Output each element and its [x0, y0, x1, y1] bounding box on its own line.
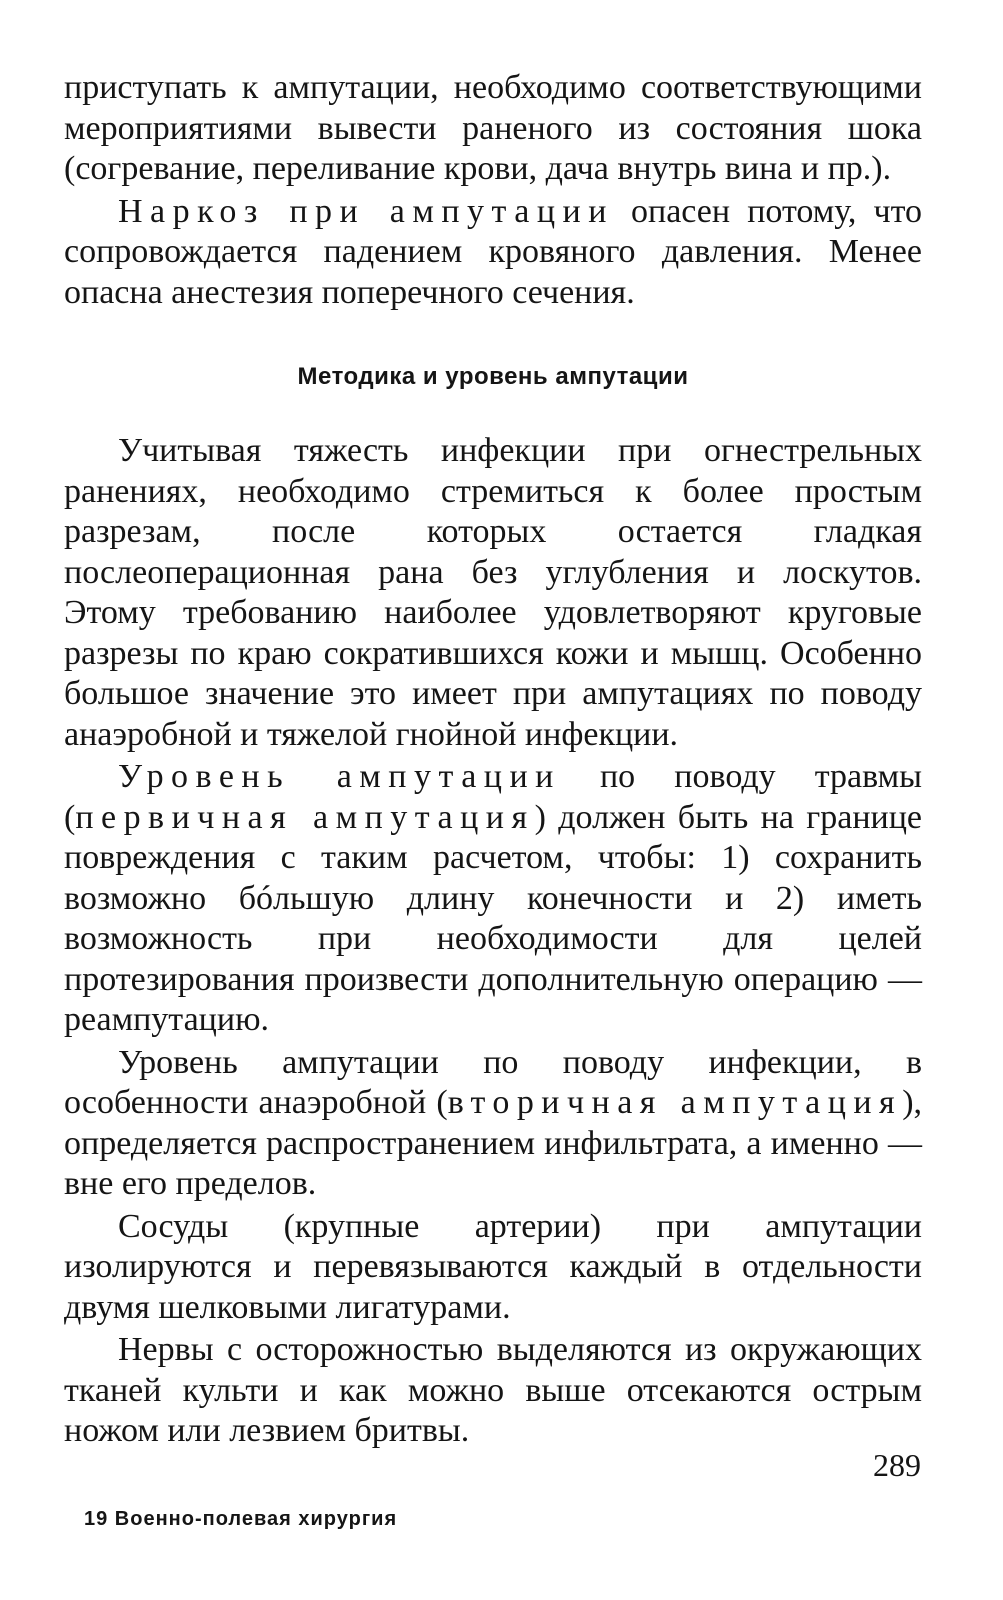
infection-level-rest: ), определяется распространением инфильтрата, а именно — вне его пределов. [64, 1084, 923, 1202]
spaced-term-level: Уровень ампутации [118, 758, 561, 795]
paragraph-shock-preparation: приступать к ампутации, необходимо соответствующими мероприятиями вывести раненого из состояния шока (согревание, переливание крови, дача внутрь вина и пр.). [64, 69, 922, 187]
paragraph-vessels: Сосуды (крупные артерии) при ампутации изолируются и перевязываются каждый в отдельности двумя шелковыми лигатурами. [64, 1207, 922, 1326]
spaced-term-primary: первичная ампутация [75, 798, 535, 836]
paragraph-nerves: Нервы с осторожностью выделяются из окружающих тканей культи и как можно выше отсекаются острым ножом или лезвием бритвы. [64, 1331, 922, 1449]
paragraph-amputation-level [64, 757, 922, 1041]
level-text-mid: по поводу травмы ( [64, 758, 922, 836]
paragraph-infection-incisions: Учитывая тяжесть инфекции при огнестрельных ранениях, необходимо стремиться к более простым разрезам, после которых остается гладкая послеоперационная рана без углубления и лоскутов. Этому требованию наиболее удовлетворяют круговые разрезы по краю сократившихся кожи и мышц. Особенно большое значение это имеет при ампутациях по поводу анаэробной и тяжелой гнойной инфекции. [64, 432, 922, 753]
page-text-block [64, 68, 922, 1452]
section-heading: Методика и уровень ампутации [297, 363, 689, 390]
anesthesia-text: опасен потому, что сопровождается падением кровяного давления. Менее опасна анестезия поперечного сечения. [64, 192, 922, 311]
level-text-rest: ) должен быть на границе повреждения с таким расчетом, чтобы: 1) сохранить возможно бóльшую длину конечности и 2) иметь возможность при необходимости для целей протезирования произвести дополнительную операцию — реампутацию. [64, 798, 923, 1038]
paragraph-infection-level [64, 1043, 922, 1205]
spaced-term-secondary: вторичная ампутация [447, 1084, 903, 1121]
page-number: 289 [873, 1447, 921, 1483]
paragraph-anesthesia [64, 192, 922, 314]
spaced-term-anesthesia: Наркоз при ампутации [118, 192, 614, 230]
infection-level-start: Уровень ампутации по поводу инфекции, в особенности анаэробной ( [64, 1043, 922, 1121]
printer-signature: 19 Военно-полевая хирургия [84, 1508, 398, 1530]
